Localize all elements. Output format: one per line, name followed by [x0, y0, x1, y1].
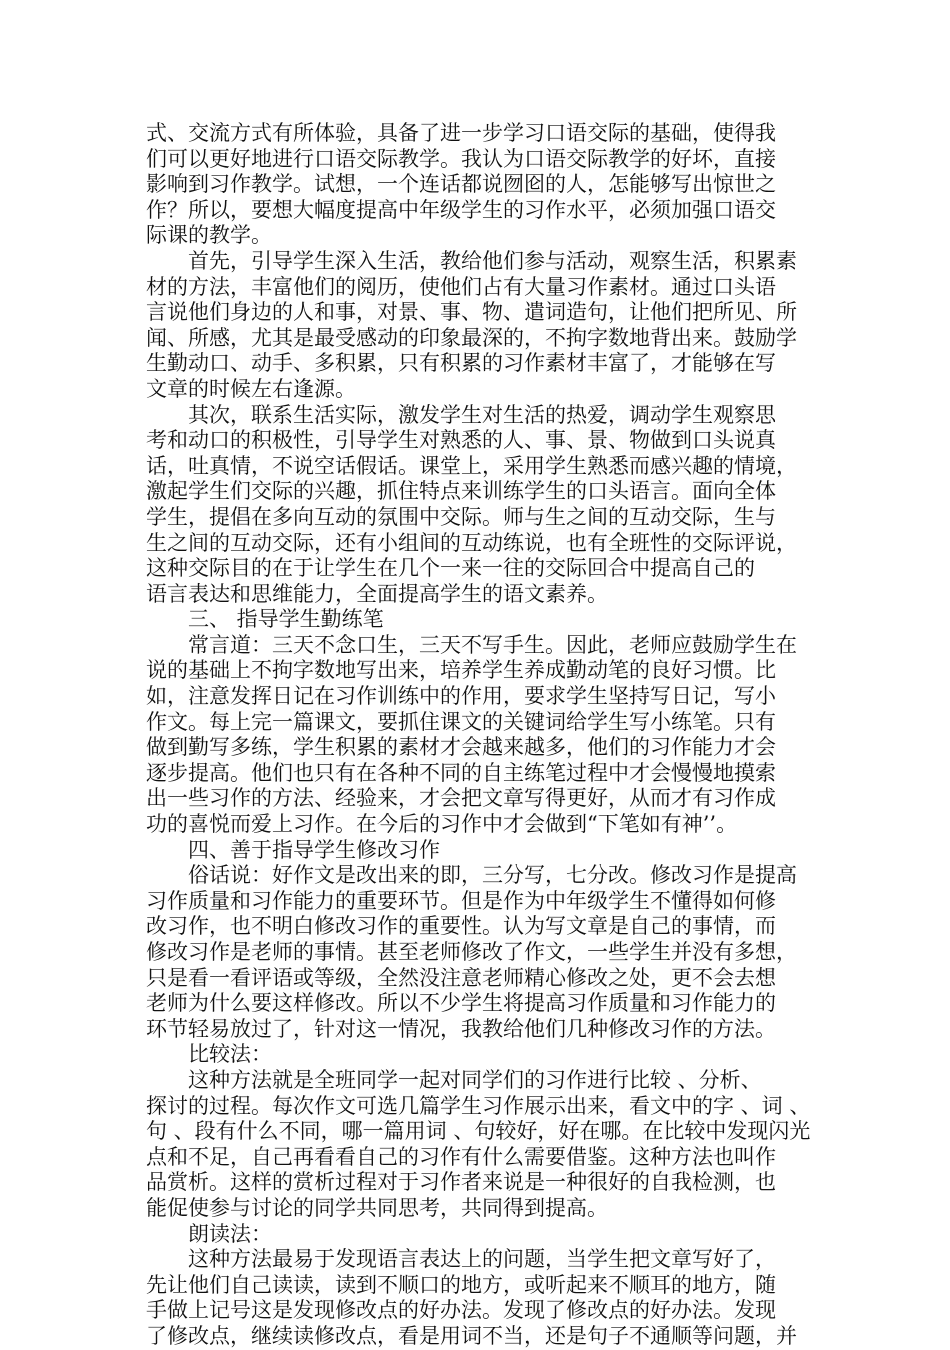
paragraph-reading-method — [146, 1247, 812, 1349]
text-line: 说的基础上不拘字数地写出来，培养学生养成勤动笔的良好习惯。比 — [146, 658, 776, 683]
text-line: 材的方法，丰富他们的阅历，使他们占有大量习作素材。通过口头语 — [146, 274, 776, 299]
text-line: 这种交际目的在于让学生在几个一来一往的交际回合中提高自己的 — [146, 556, 755, 581]
section-heading-3 — [146, 607, 812, 633]
text-line: 先让他们自己读读，读到不顺口的地方，或听起来不顺耳的地方，随 — [146, 1272, 776, 1297]
text-line: 探讨的过程。每次作文可选几篇学生习作展示出来，看文中的字 、词 、 — [146, 1093, 811, 1118]
paragraph-intro-continuation — [146, 121, 812, 249]
text-line: 话，吐真情，不说空话假话。课堂上，采用学生熟悉而感兴趣的情境， — [146, 453, 797, 478]
text-line: 能促使参与讨论的同学共同思考，共同得到提高。 — [146, 1195, 608, 1220]
section-heading-4 — [146, 838, 812, 864]
text-line: 际课的教学。 — [146, 223, 272, 248]
text-line: 如，注意发挥日记在习作训练中的作用，要求学生坚持写日记，写小 — [146, 684, 776, 709]
text-line: 作文。每上完一篇课文，要抓住课文的关键词给学生写小练笔。只有 — [146, 709, 776, 734]
paragraph-writing-practice — [146, 633, 812, 838]
text-line: 文章的时候左右逢源。 — [146, 376, 356, 401]
text-line: 首先，引导学生深入生活，教给他们参与活动，观察生活，积累素 — [146, 248, 797, 273]
text-line: 做到勤写多练，学生积累的素材才会越来越多，他们的习作能力才会 — [146, 735, 776, 760]
heading-line: 比较法： — [146, 1042, 272, 1067]
text-line: 功的喜悦而爱上习作。在今后的习作中才会做到“下笔如有神’’。 — [146, 812, 738, 837]
text-line: 手做上记号这是发现修改点的好办法。发现了修改点的好办法。发现 — [146, 1298, 776, 1323]
text-line: 逐步提高。他们也只有在各种不同的自主练笔过程中才会慢慢地摸索 — [146, 760, 776, 785]
document-page — [146, 121, 812, 1350]
text-line: 这种方法最易于发现语言表达上的问题，当学生把文章写好了， — [146, 1247, 776, 1272]
text-line: 出一些习作的方法、经验来，才会把文章写得更好，从而才有习作成 — [146, 786, 776, 811]
text-line: 生之间的互动交际，还有小组间的互动练说，也有全班性的交际评说， — [146, 530, 797, 555]
text-line: 式、交流方式有所体验，具备了进一步学习口语交际的基础，使得我 — [146, 121, 776, 145]
paragraph-first — [146, 249, 812, 403]
text-line: 常言道：三天不念口生，三天不写手生。因此，老师应鼓励学生在 — [146, 632, 797, 657]
text-line: 作？所以，要想大幅度提高中年级学生的习作水平，必须加强口语交 — [146, 197, 776, 222]
heading-line: 三、 指导学生勤练笔 — [146, 607, 384, 632]
subheading-reading-method — [146, 1222, 812, 1248]
text-line: 言说他们身边的人和事，对景、事、物、遣词造句，让他们把所见、所 — [146, 300, 797, 325]
text-line: 品赏析。这样的赏析过程对于习作者来说是一种很好的自我检测，也 — [146, 1170, 776, 1195]
text-line: 生勤动口、动手、多积累，只有积累的习作素材丰富了，才能够在写 — [146, 351, 776, 376]
text-line: 们可以更好地进行口语交际教学。我认为口语交际教学的好坏，直接 — [146, 146, 776, 171]
text-line: 修改习作是老师的事情。甚至老师修改了作文，一些学生并没有多想， — [146, 940, 797, 964]
text-line: 习作质量和习作能力的重要环节。但是作为中年级学生不懂得如何修 — [146, 888, 776, 913]
text-line: 考和动口的积极性，引导学生对熟悉的人、事、景、物做到口头说真 — [146, 428, 776, 453]
text-line: 语言表达和思维能力，全面提高学生的语文素养。 — [146, 581, 608, 606]
text-line: 其次，联系生活实际，激发学生对生活的热爱，调动学生观察思 — [146, 402, 776, 427]
text-line: 句 、段有什么不同，哪一篇用词 、句较好，好在哪。在比较中发现闪光 — [146, 1119, 811, 1144]
text-line: 点和不足，自己再看看自己的习作有什么需要借鉴。这种方法也叫作 — [146, 1144, 776, 1169]
paragraph-second — [146, 403, 812, 608]
paragraph-revision — [146, 863, 812, 1042]
heading-line: 朗读法： — [146, 1221, 272, 1246]
text-line: 改习作，也不明白修改习作的重要性。认为写文章是自己的事情，而 — [146, 914, 776, 939]
text-line: 老师为什么要这样修改。所以不少学生将提高习作质量和习作能力的 — [146, 991, 776, 1016]
text-line: 环节轻易放过了，针对这一情况，我教给他们几种修改习作的方法。 — [146, 1016, 776, 1041]
heading-line: 四、善于指导学生修改习作 — [146, 837, 440, 862]
text-line: 学生，提倡在多向互动的氛围中交际。师与生之间的互动交际，生与 — [146, 504, 776, 529]
text-line: 这种方法就是全班同学一起对同学们的习作进行比较 、分析、 — [146, 1067, 762, 1092]
paragraph-comparison-method — [146, 1068, 812, 1222]
text-line: 只是看一看评语或等级，全然没注意老师精心修改之处，更不会去想 — [146, 965, 776, 990]
text-line: 激起学生们交际的兴趣，抓住特点来训练学生的口头语言。面向全体 — [146, 479, 776, 504]
text-line: 了修改点，继续读修改点，看是用词不当，还是句子不通顺等问题，并 — [146, 1323, 797, 1348]
text-line: 影响到习作教学。试想，一个连话都说囫囵的人，怎能够写出惊世之 — [146, 172, 776, 197]
text-line: 闻、所感，尤其是最受感动的印象最深的，不拘字数地背出来。鼓励学 — [146, 325, 797, 350]
text-line: 俗话说：好作文是改出来的即，三分写，七分改。修改习作是提高 — [146, 863, 797, 888]
subheading-comparison-method — [146, 1042, 812, 1068]
